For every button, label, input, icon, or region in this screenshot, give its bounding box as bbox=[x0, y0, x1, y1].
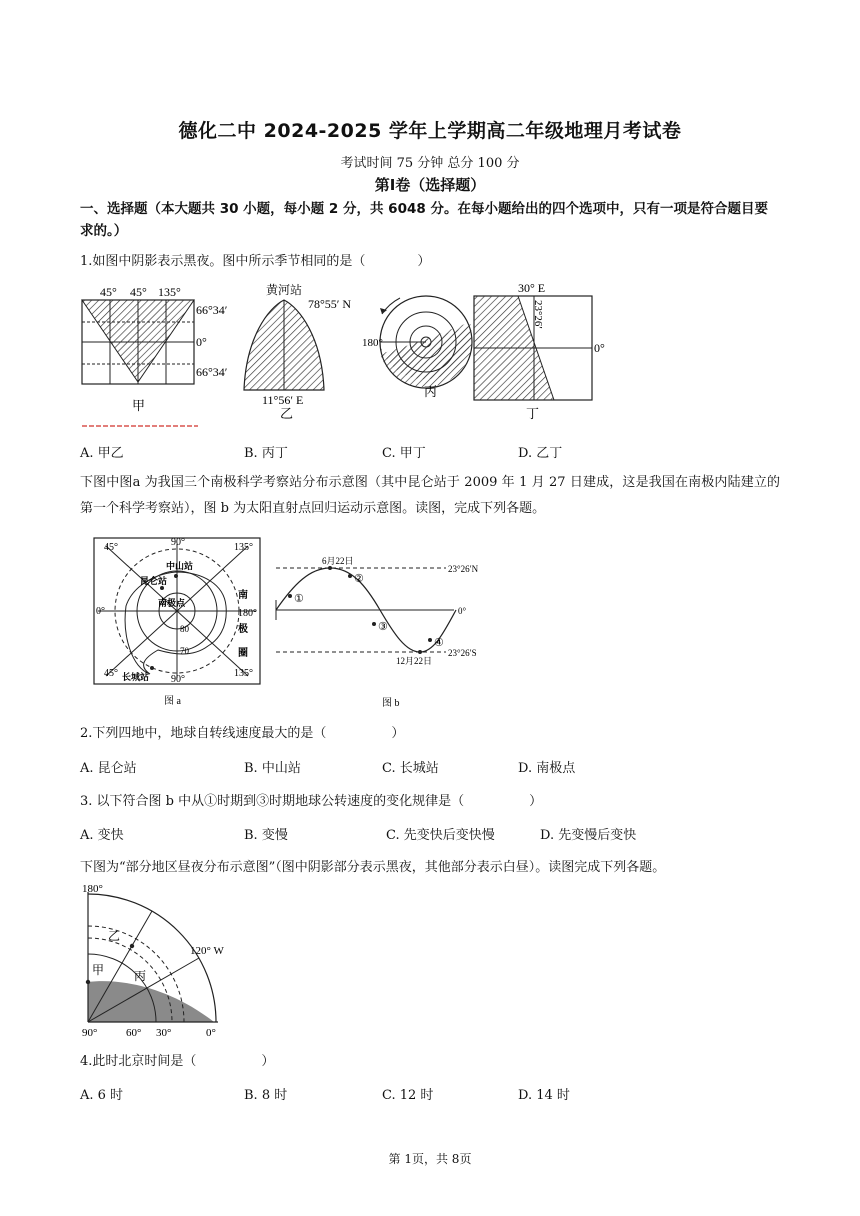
figure-yi bbox=[244, 282, 351, 421]
svg-text:180°: 180° bbox=[82, 883, 103, 895]
svg-text:甲: 甲 bbox=[132, 398, 146, 413]
figure-b-sun-path bbox=[270, 552, 516, 710]
q4-option-c: C. 12 时 bbox=[382, 1088, 434, 1103]
q4-option-a: A. 6 时 bbox=[80, 1088, 124, 1103]
page-footer: 第 1页，共 8页 bbox=[388, 1152, 472, 1166]
q4-option-b: B. 8 时 bbox=[244, 1088, 288, 1103]
svg-text:黄河站: 黄河站 bbox=[266, 283, 303, 297]
svg-text:6月22日: 6月22日 bbox=[322, 556, 354, 566]
section-heading: 一、选择题（本大题共 30 小题，每小题 2 分，共 6048 分。在每小题给出的四个选项中，只有一项是符合题目要求的。） bbox=[80, 201, 768, 239]
svg-text:图 a: 图 a bbox=[164, 696, 181, 707]
svg-text:乙: 乙 bbox=[108, 929, 121, 943]
figure-ding bbox=[474, 281, 605, 421]
svg-text:90°: 90° bbox=[82, 1027, 98, 1038]
figure-jia bbox=[82, 285, 228, 426]
svg-text:180°: 180° bbox=[362, 337, 383, 349]
q1-option-a: A. 甲乙 bbox=[80, 446, 124, 461]
svg-text:135°: 135° bbox=[234, 668, 253, 679]
svg-text:180°: 180° bbox=[238, 608, 257, 619]
svg-text:11°56′ E: 11°56′ E bbox=[262, 393, 304, 407]
q1-option-b: B. 丙丁 bbox=[244, 446, 288, 461]
figure-day-night bbox=[78, 882, 248, 1038]
svg-text:②: ② bbox=[354, 573, 364, 585]
q1-option-d: D. 乙丁 bbox=[518, 446, 563, 461]
svg-text:长城站: 长城站 bbox=[122, 672, 150, 682]
svg-text:0°: 0° bbox=[206, 1027, 216, 1038]
q3-option-a: A. 变快 bbox=[80, 828, 124, 843]
q3-option-c: C. 先变快后变快慢 bbox=[386, 828, 495, 843]
svg-text:23°26′N: 23°26′N bbox=[448, 564, 479, 574]
svg-text:0°: 0° bbox=[458, 606, 467, 616]
question-1-figure bbox=[78, 278, 638, 430]
svg-text:45°: 45° bbox=[104, 668, 118, 679]
q1-option-c: C. 甲丁 bbox=[382, 446, 426, 461]
svg-text:30° E: 30° E bbox=[518, 281, 546, 295]
part-heading: 第Ⅰ卷（选择题） bbox=[374, 176, 486, 194]
q4-option-d: D. 14 时 bbox=[518, 1088, 570, 1103]
intro-figure-a-b: 下图中图a 为我国三个南极科学考察站分布示意图（其中昆仑站于 2009 年 1 月 27 日建成，这是我国在南极内陆建立的第一个科学考察站），图 b 为太阳直射点回归运动示意图。读图，完成下列各题。 bbox=[80, 475, 780, 516]
q2-option-a: A. 昆仑站 bbox=[80, 761, 137, 776]
svg-text:①: ① bbox=[294, 593, 304, 605]
svg-text:昆仑站: 昆仑站 bbox=[140, 576, 168, 586]
svg-text:12月22日: 12月22日 bbox=[396, 656, 433, 666]
figure-bing bbox=[362, 296, 472, 399]
q2-option-c: C. 长城站 bbox=[382, 761, 439, 776]
svg-text:0°: 0° bbox=[96, 606, 105, 617]
svg-text:120° W: 120° W bbox=[190, 945, 224, 957]
svg-text:丁: 丁 bbox=[526, 406, 540, 421]
svg-text:30°: 30° bbox=[156, 1027, 172, 1038]
svg-text:78°55′ N: 78°55′ N bbox=[308, 297, 352, 311]
svg-text:0°: 0° bbox=[594, 341, 605, 355]
svg-text:丙: 丙 bbox=[424, 384, 438, 399]
svg-text:乙: 乙 bbox=[280, 406, 294, 421]
svg-text:135°: 135° bbox=[158, 285, 181, 299]
q3-option-d: D. 先变慢后变快 bbox=[540, 828, 637, 843]
svg-text:甲: 甲 bbox=[92, 963, 105, 977]
svg-text:66°34′: 66°34′ bbox=[196, 365, 228, 379]
q2-option-b: B. 中山站 bbox=[244, 761, 301, 776]
page-title: 德化二中 2024-2025 学年上学期高二年级地理月考试卷 bbox=[178, 120, 682, 142]
q2-option-d: D. 南极点 bbox=[518, 761, 576, 776]
svg-text:极: 极 bbox=[238, 624, 248, 635]
question-4-stem: 4.此时北京时间是（ ） bbox=[80, 1054, 275, 1069]
figure-a-antarctica bbox=[92, 536, 264, 710]
svg-text:45°: 45° bbox=[100, 285, 117, 299]
svg-text:66°34′: 66°34′ bbox=[196, 303, 228, 317]
svg-text:70: 70 bbox=[180, 646, 189, 656]
svg-text:0°: 0° bbox=[196, 335, 207, 349]
svg-text:23°26′: 23°26′ bbox=[532, 300, 544, 329]
svg-text:南: 南 bbox=[238, 590, 248, 601]
svg-text:图 b: 图 b bbox=[382, 698, 400, 709]
svg-text:80: 80 bbox=[180, 624, 189, 634]
question-1-stem: 1.如图中阴影表示黑夜。图中所示季节相同的是（ ） bbox=[80, 254, 431, 269]
svg-text:丙: 丙 bbox=[134, 969, 147, 983]
question-3-stem: 3. 以下符合图 b 中从①时期到③时期地球公转速度的变化规律是（ ） bbox=[80, 794, 543, 809]
svg-text:135°: 135° bbox=[234, 542, 253, 553]
svg-text:④: ④ bbox=[434, 637, 444, 649]
svg-text:60°: 60° bbox=[126, 1027, 142, 1038]
q3-option-b: B. 变慢 bbox=[244, 828, 288, 843]
svg-text:中山站: 中山站 bbox=[166, 561, 194, 571]
svg-text:45°: 45° bbox=[130, 285, 147, 299]
svg-text:南极点: 南极点 bbox=[158, 598, 186, 608]
svg-text:圈: 圈 bbox=[238, 648, 248, 659]
svg-text:90°: 90° bbox=[171, 537, 185, 548]
svg-text:23°26′S: 23°26′S bbox=[448, 648, 477, 658]
svg-text:③: ③ bbox=[378, 621, 388, 633]
question-2-stem: 2.下列四地中，地球自转线速度最大的是（ ） bbox=[80, 726, 405, 741]
exam-info: 考试时间 75 分钟 总分 100 分 bbox=[340, 156, 520, 171]
svg-text:90°: 90° bbox=[171, 674, 185, 685]
svg-text:45°: 45° bbox=[104, 542, 118, 553]
intro-day-night-figure: 下图为“部分地区昼夜分布示意图”（图中阴影部分表示黑夜，其他部分表示白昼）。读图完成下列各题。 bbox=[80, 860, 666, 875]
